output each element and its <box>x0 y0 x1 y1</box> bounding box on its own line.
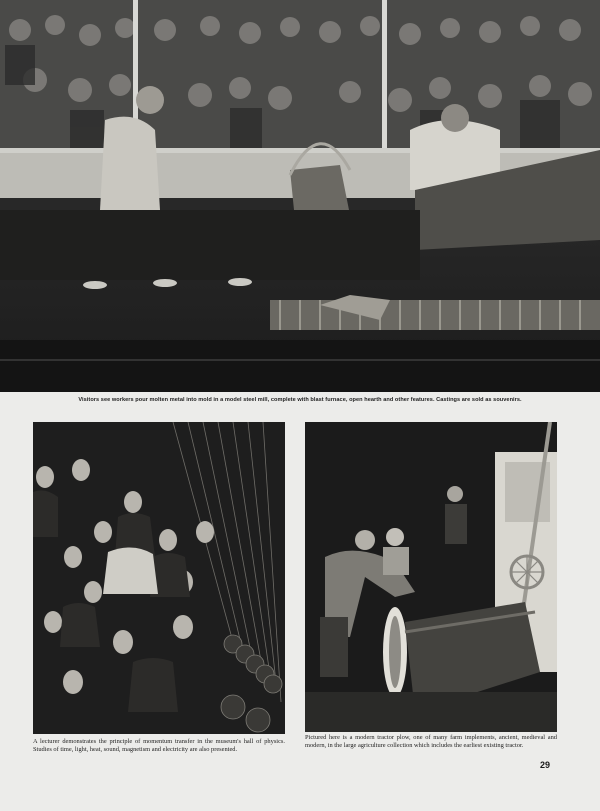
steel-mill-caption: Visitors see workers pour molten metal into mold in a model steel mill, complete with blast furnace, open hearth and other features. Castings are sold as souvenirs. <box>78 397 522 403</box>
tractor-plow-photo <box>305 422 557 732</box>
steel-mill-image <box>0 0 600 392</box>
tractor-plow-caption: Pictured here is a modern tractor plow, one of many farm implements, ancient, medieval and modern, in the large agriculture collection which includes the earliest existing tractor. <box>305 734 557 749</box>
physics-lecture-image <box>33 422 285 734</box>
page-number: 29 <box>540 760 551 770</box>
physics-lecture-photo <box>33 422 285 734</box>
tractor-plow-image <box>305 422 557 732</box>
physics-lecture-caption: A lecturer demonstrates the principle of momentum transfer in the museum's hall of physics. Studies of time, light, heat, sound, magnetism and electricity are also presented. <box>33 738 285 753</box>
steel-mill-photo <box>0 0 600 392</box>
